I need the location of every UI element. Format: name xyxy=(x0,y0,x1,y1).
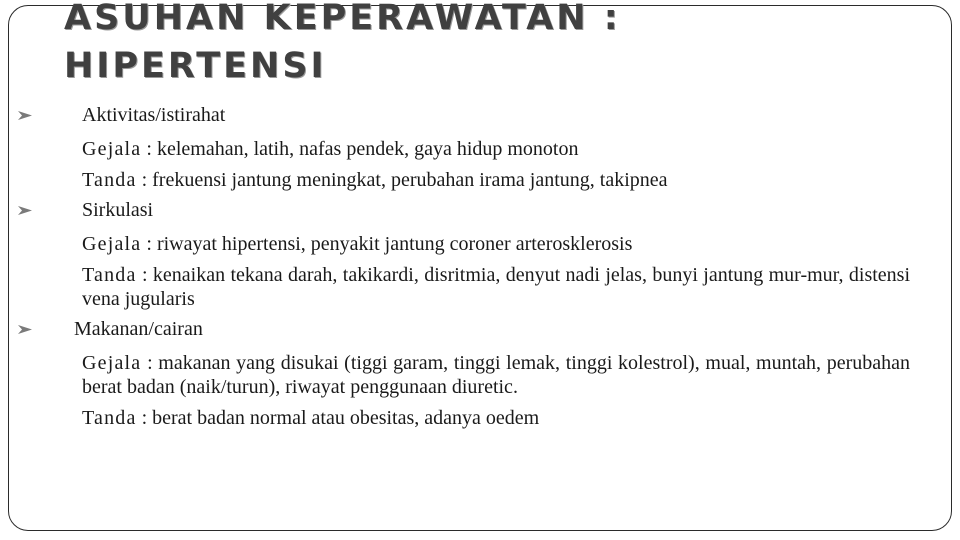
detail-text: : kenaikan tekana darah, takikardi, disritmia, denyut nadi jelas, bunyi jantung mur-mur, distensi vena jugularis xyxy=(82,264,910,310)
detail-tanda xyxy=(18,406,910,430)
detail-text: : berat badan normal atau obesitas, adanya oedem xyxy=(141,407,540,429)
detail-tanda xyxy=(18,168,910,192)
detail-text: : riwayat hipertensi, penyakit jantung coroner arterosklerosis xyxy=(146,233,633,255)
detail-text: : frekuensi jantung meningkat, perubahan irama jantung, takipnea xyxy=(141,169,668,191)
slide-title xyxy=(64,0,621,90)
title-line-1: ASUHAN KEPERAWATAN : xyxy=(64,0,621,38)
section-heading xyxy=(18,195,910,225)
slide-content xyxy=(18,98,910,430)
section-heading-label: Aktivitas/istirahat xyxy=(82,104,226,126)
section-heading-label: Makanan/cairan xyxy=(74,318,203,340)
section-heading xyxy=(18,100,910,130)
title-line-2: HIPERTENSI xyxy=(64,46,327,86)
section-heading xyxy=(18,314,910,344)
arrow-bullet-icon xyxy=(18,206,32,215)
section-makanan xyxy=(18,314,910,430)
arrow-bullet-icon xyxy=(18,325,32,334)
detail-label: Tanda xyxy=(82,407,137,429)
detail-label: Gejala xyxy=(82,233,142,255)
detail-gejala xyxy=(18,137,910,161)
detail-tanda xyxy=(18,263,910,311)
detail-label: Gejala xyxy=(82,352,142,374)
detail-label: Tanda xyxy=(82,264,137,286)
section-sirkulasi xyxy=(18,195,910,311)
detail-label: Tanda xyxy=(82,169,137,191)
detail-gejala xyxy=(18,232,910,256)
section-aktivitas xyxy=(18,100,910,192)
detail-text: : makanan yang disukai (tiggi garam, tinggi lemak, tinggi kolestrol), mual, muntah, perubahan berat badan (naik/turun), riwayat penggunaan diuretic. xyxy=(82,352,911,398)
detail-gejala xyxy=(18,351,910,399)
section-heading-label: Sirkulasi xyxy=(82,199,154,221)
arrow-bullet-icon xyxy=(18,111,32,120)
detail-label: Gejala xyxy=(82,138,142,160)
detail-text: : kelemahan, latih, nafas pendek, gaya hidup monoton xyxy=(146,138,579,160)
